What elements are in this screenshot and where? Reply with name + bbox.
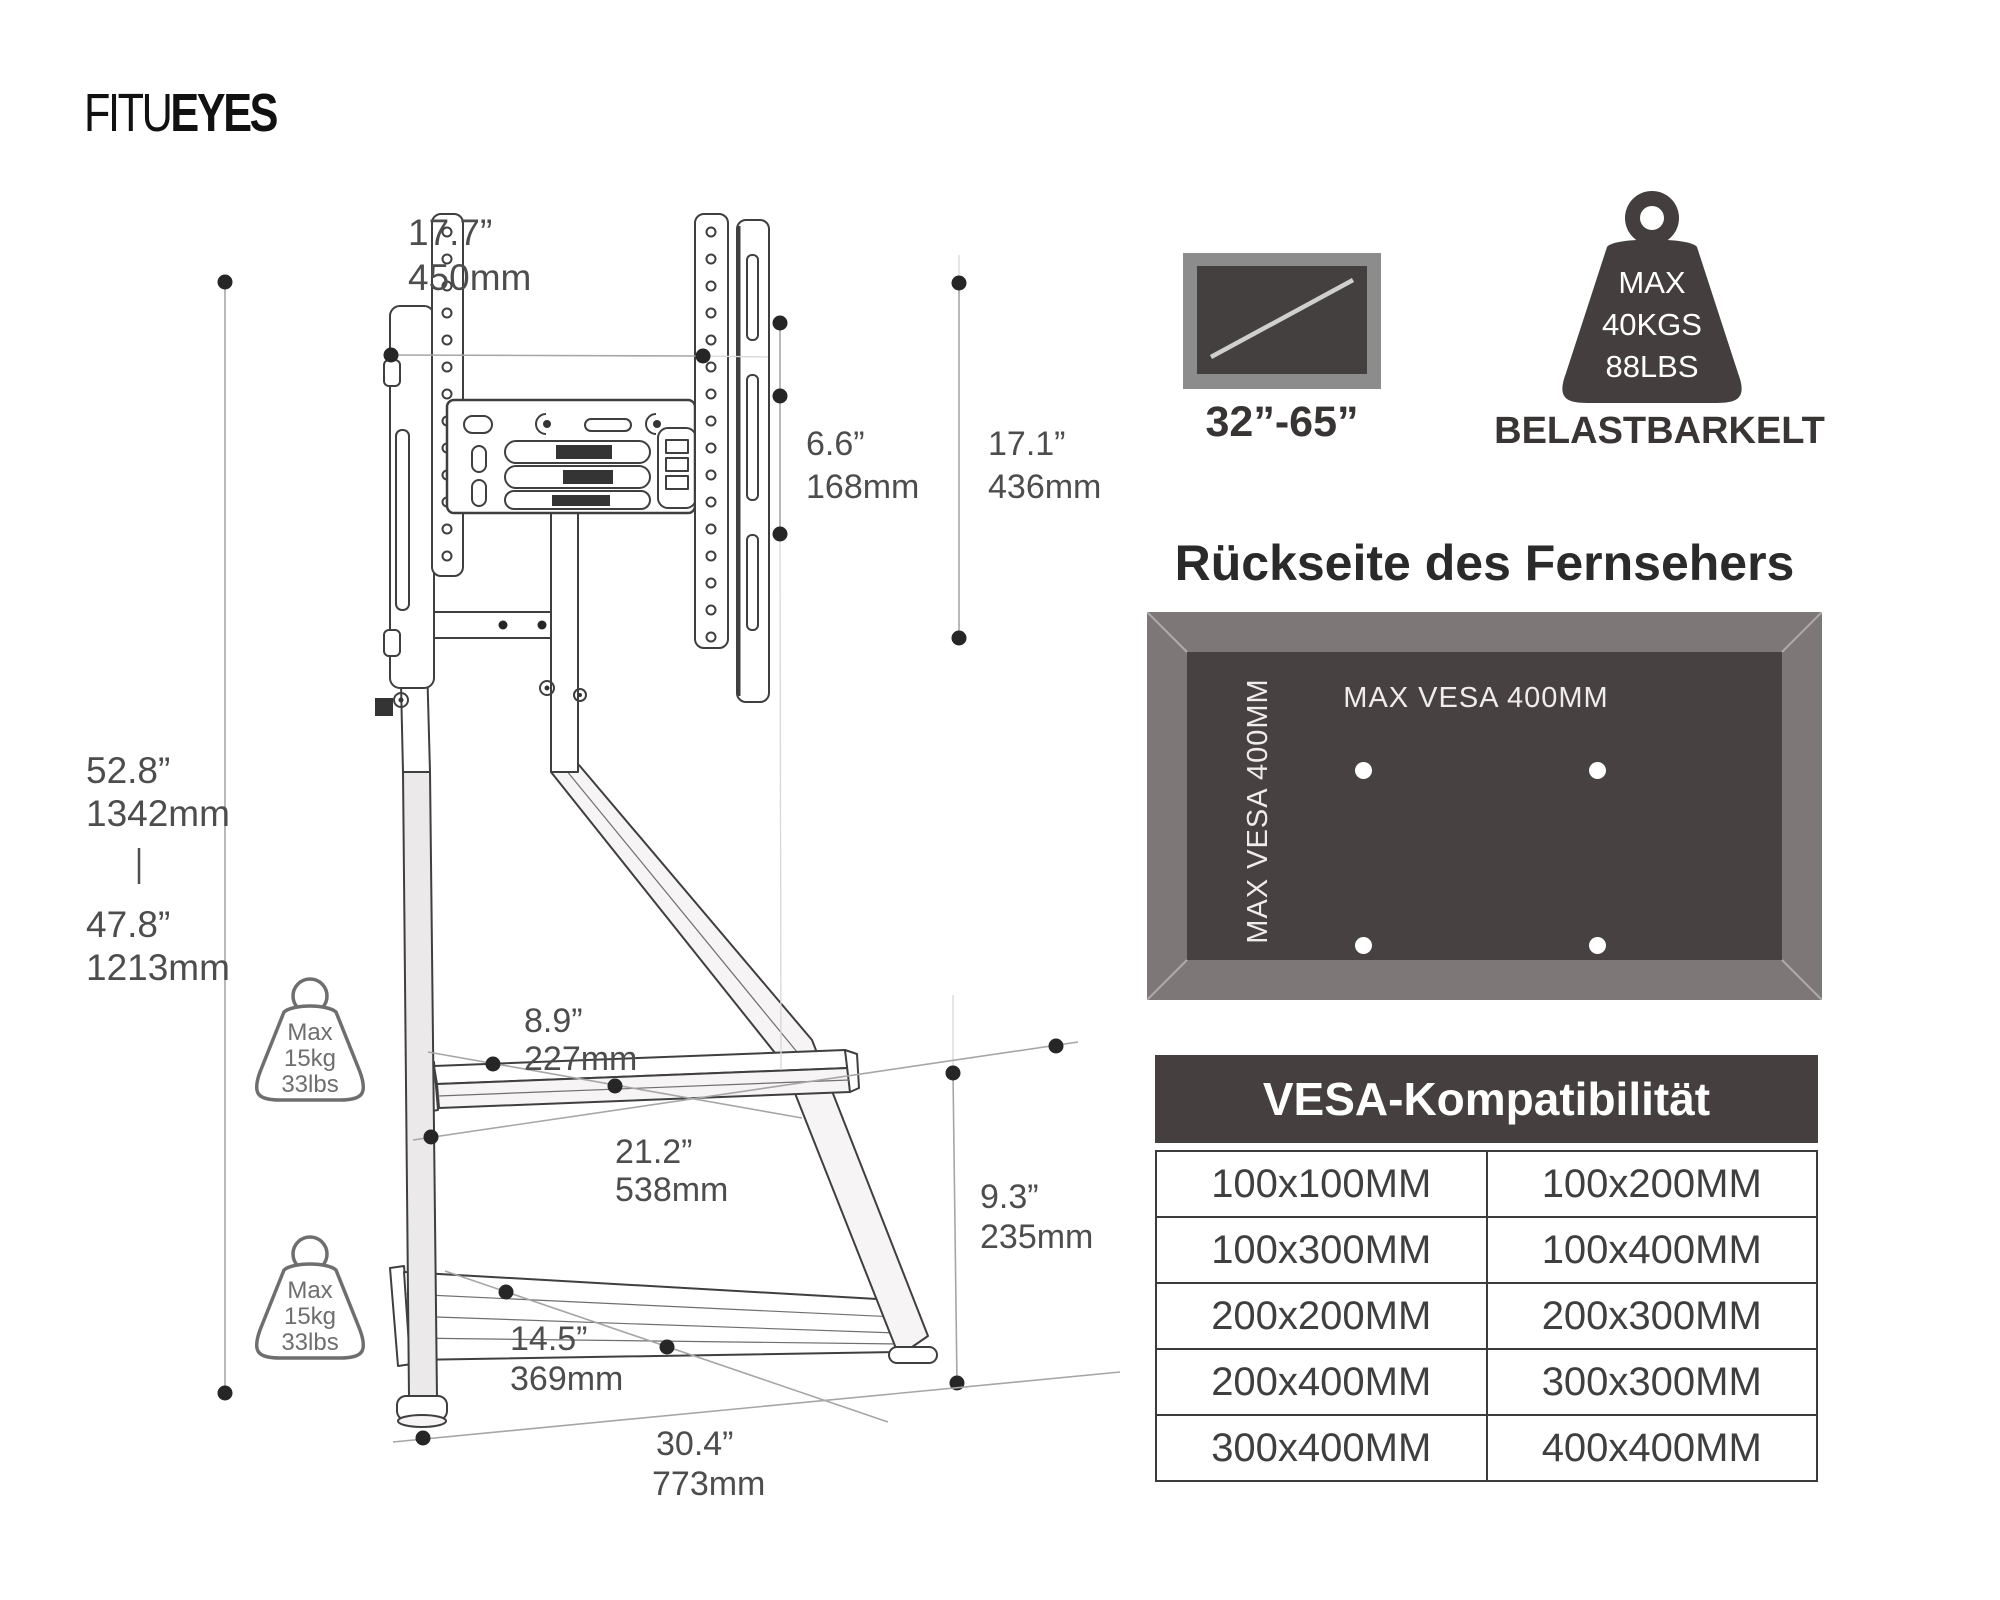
dim-top-width-in: 17.7” bbox=[408, 212, 493, 253]
table-row bbox=[1157, 1284, 1816, 1350]
vesa-hole-top-left bbox=[1355, 762, 1372, 779]
vesa-compatibility-table bbox=[1155, 1055, 1818, 1482]
vesa-size-cell: 100x200MM bbox=[1486, 1152, 1817, 1216]
table-row bbox=[1157, 1218, 1816, 1284]
shelf-load-max-2: Max bbox=[287, 1277, 333, 1304]
shelf-load-lbs-2: 33lbs bbox=[281, 1329, 339, 1356]
dim-shelf-width-in: 21.2” bbox=[615, 1133, 693, 1171]
vesa-table-body bbox=[1155, 1150, 1818, 1482]
dim-shelf-depth-mm: 227mm bbox=[524, 1040, 638, 1078]
vesa-size-cell: 300x300MM bbox=[1486, 1350, 1817, 1414]
brand-logo-regular: FITU bbox=[84, 83, 171, 143]
back-panel-title: Rückseite des Fernsehers bbox=[1174, 535, 1795, 591]
max-load-line1: MAX bbox=[1618, 265, 1686, 300]
dim-mount-offset-mm: 168mm bbox=[806, 468, 920, 506]
dim-base-depth-in: 14.5” bbox=[510, 1320, 588, 1358]
dim-mount-offset-in: 6.6” bbox=[806, 425, 865, 463]
max-load-caption: BELASTBARKELT bbox=[1494, 410, 1825, 452]
table-row bbox=[1157, 1152, 1816, 1218]
tv-back-panel bbox=[1147, 612, 1822, 1000]
vesa-size-cell: 400x400MM bbox=[1486, 1416, 1817, 1480]
shelf-load-badge-bottom bbox=[257, 1237, 364, 1358]
dim-mount-height-mm: 436mm bbox=[988, 468, 1102, 506]
shelf-load-max: Max bbox=[287, 1019, 333, 1046]
vesa-size-cell: 300x400MM bbox=[1211, 1426, 1432, 1470]
dim-height-max-in: 52.8” bbox=[86, 750, 171, 791]
max-load-line2: 40KGS bbox=[1602, 307, 1702, 342]
bottom-shelf bbox=[390, 1266, 900, 1366]
vesa-hole-bottom-left bbox=[1355, 937, 1372, 954]
vesa-size-cell: 100x300MM bbox=[1211, 1228, 1432, 1272]
dim-height-max-mm: 1342mm bbox=[86, 793, 230, 834]
vesa-size-cell: 200x400MM bbox=[1211, 1360, 1432, 1404]
dim-shelf-depth-in: 8.9” bbox=[524, 1002, 583, 1040]
screen-size-label: 32”-65” bbox=[1205, 398, 1359, 446]
vesa-hole-top-right bbox=[1589, 762, 1606, 779]
dim-height-min-in: 47.8” bbox=[86, 904, 171, 945]
vesa-hole-bottom-right bbox=[1589, 937, 1606, 954]
brand-logo-bold: EYES bbox=[170, 83, 277, 143]
screen-size-icon bbox=[1183, 253, 1381, 389]
center-column bbox=[540, 513, 586, 772]
shelf-load-kg: 15kg bbox=[283, 1045, 337, 1072]
right-foot bbox=[889, 1347, 937, 1363]
screen-diagonal-icon bbox=[1183, 253, 1381, 389]
vesa-size-cell: 100x400MM bbox=[1486, 1218, 1817, 1282]
table-row bbox=[1157, 1416, 1816, 1480]
dim-mount-height-in: 17.1” bbox=[988, 425, 1066, 463]
dim-base-depth-mm: 369mm bbox=[510, 1360, 624, 1398]
vesa-size-cell: 200x300MM bbox=[1486, 1284, 1817, 1348]
vesa-table-title: VESA-Kompatibilität bbox=[1155, 1055, 1818, 1143]
vesa-horizontal-label: MAX VESA 400MM bbox=[1343, 682, 1609, 714]
dim-base-width-in: 30.4” bbox=[656, 1425, 734, 1463]
dim-base-width-mm: 773mm bbox=[652, 1465, 766, 1503]
shelf-load-kg-2: 15kg bbox=[283, 1303, 337, 1330]
dim-shelf-width-mm: 538mm bbox=[615, 1171, 729, 1209]
vesa-vertical-label: MAX VESA 400MM bbox=[1242, 678, 1274, 944]
shelf-load-badge-middle bbox=[257, 979, 364, 1100]
vesa-size-cell: 100x100MM bbox=[1211, 1162, 1432, 1206]
max-load-weight-icon bbox=[1535, 155, 1775, 415]
table-row bbox=[1157, 1350, 1816, 1416]
left-foot bbox=[397, 1396, 447, 1427]
dim-height-min-mm: 1213mm bbox=[86, 947, 230, 988]
dim-shelf-gap-in: 9.3” bbox=[980, 1178, 1039, 1216]
dim-top-width-mm: 450mm bbox=[408, 257, 532, 298]
vesa-size-cell: 200x200MM bbox=[1211, 1294, 1432, 1338]
shelf-load-lbs: 33lbs bbox=[281, 1071, 339, 1098]
max-load-line3: 88LBS bbox=[1605, 349, 1699, 384]
dim-shelf-gap-mm: 235mm bbox=[980, 1218, 1094, 1256]
